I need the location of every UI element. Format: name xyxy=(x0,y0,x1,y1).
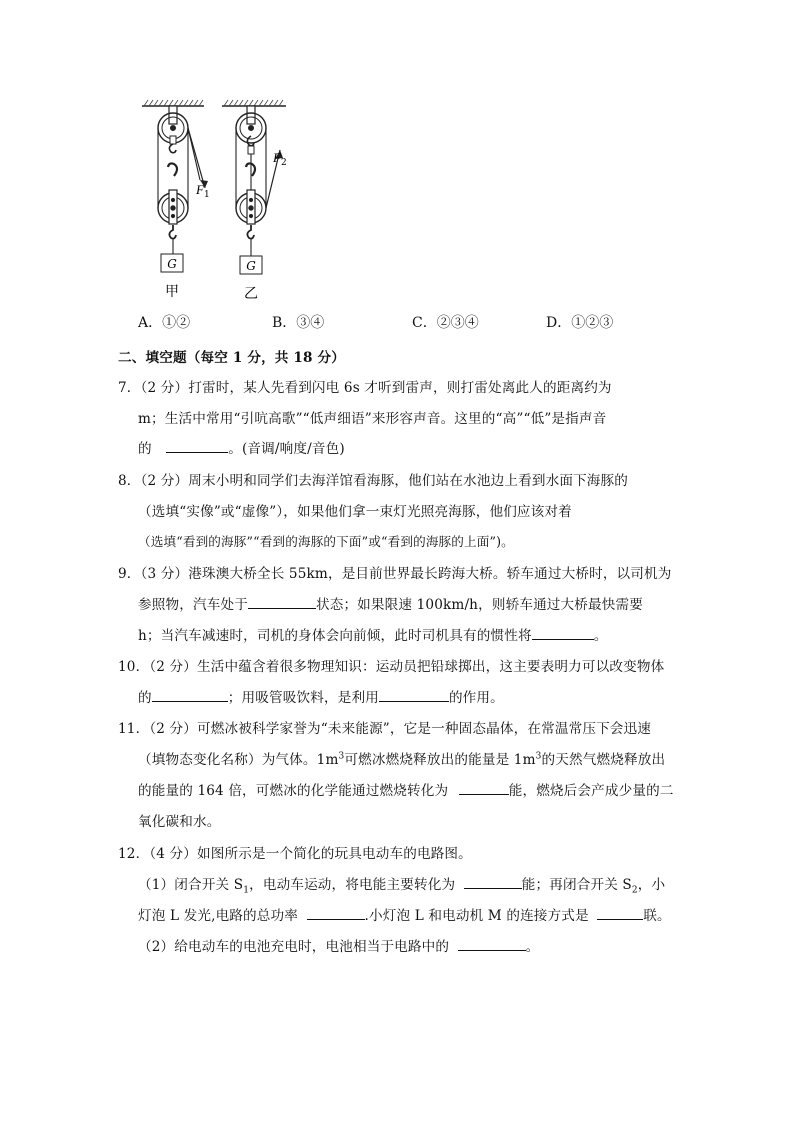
figure-label-yi: 乙 xyxy=(244,286,258,302)
q11-line-2-b: 可燃冰燃烧释放出的能量是 1m xyxy=(344,752,536,768)
q12-line-2-c: 能；再闭合开关 S xyxy=(521,877,632,893)
q7-line-3 xyxy=(138,437,345,457)
q12-line-3 xyxy=(138,904,671,924)
q9-blank-2 xyxy=(532,627,594,640)
q7-line-1: 7．（2 分）打雷时，某人先看到闪电 6s 才听到雷声，则打雷处离此人的距离约为 xyxy=(118,380,612,396)
q9-line-3 xyxy=(138,624,607,644)
q11-line-2-a: （填物态变化名称）为气体。1m xyxy=(138,752,339,768)
q12-blank-4 xyxy=(458,938,526,951)
q11-line-1: 11．（2 分）可燃冰被科学家誉为“未来能源”，它是一种固态晶体，在常温常压下会迅速 xyxy=(118,721,652,737)
q12-blank-3 xyxy=(597,907,643,920)
ceiling-left xyxy=(142,100,204,106)
q12-line-3-c: 联。 xyxy=(643,908,671,924)
q12-line-2 xyxy=(138,873,666,896)
q9-line-3-b: 。 xyxy=(593,628,608,644)
q9-line-1: 9．（3 分）港珠澳大桥全长 55km，是目前世界最长跨海大桥。轿车通过大桥时，以司机为 xyxy=(118,566,672,582)
q8-line-3: （选填“看到的海豚”“看到的海豚的下面”或“看到的海豚的上面”)。 xyxy=(138,534,514,549)
section-title: 二、填空题（每空 1 分，共 18 分） xyxy=(118,350,346,366)
option-a: A．①② xyxy=(138,315,191,331)
q12-line-2-a: （1）闭合开关 S xyxy=(138,877,244,893)
force-label-right: F xyxy=(273,150,281,165)
option-c: C．②③④ xyxy=(412,315,479,331)
q12-line-2-b: ，电动车运动，将电能主要转化为 xyxy=(249,877,456,893)
force-label-left-sub: 1 xyxy=(204,190,210,200)
force-arrow-left xyxy=(188,128,208,188)
q11-line-2 xyxy=(138,748,665,768)
q11-line-4: 氧化碳和水。 xyxy=(138,814,221,830)
q8-line-2: （选填“实像”或“虚像”），如果他们拿一束灯光照亮海豚，他们应该对着 xyxy=(138,504,572,520)
q7-line-3-a: 的 xyxy=(138,441,152,457)
option-b: B．③④ xyxy=(272,315,325,331)
q10-line-2-a: 的 xyxy=(138,690,152,706)
q12-line-4-b: 。 xyxy=(525,939,540,955)
q11-line-3-a: 的能量的 164 倍，可燃冰的化学能通过燃烧转化为 xyxy=(138,783,449,799)
q12-line-4-a: （2）给电动车的电池充电时，电池相当于电路中的 xyxy=(138,939,450,955)
q12-line-3-a: 灯泡 L 发光,电路的总功率 xyxy=(138,908,299,924)
q12-line-2-d: ，小 xyxy=(637,877,666,893)
option-d: D．①②③ xyxy=(546,315,614,331)
q9-line-2-a: 参照物，汽车处于 xyxy=(138,597,248,613)
figure-label-jia: 甲 xyxy=(165,284,179,300)
q9-blank-1 xyxy=(248,596,316,609)
q12-line-4 xyxy=(138,935,539,955)
weight-label-right: G xyxy=(246,259,256,273)
q11-line-3 xyxy=(138,779,674,799)
q11-blank xyxy=(459,782,509,795)
fixed-pulley-right xyxy=(236,106,266,154)
q12-line-1: 12．（4 分）如图所示是一个简化的玩具电动车的电路图。 xyxy=(118,846,472,862)
q12-line-3-b: .小灯泡 L 和电动机 M 的连接方式是 xyxy=(364,908,589,924)
q10-line-1: 10．（2 分）生活中蕴含着很多物理知识：运动员把铅球掷出，这主要表明力可以改变物体 xyxy=(118,659,665,675)
q12-blank-1 xyxy=(464,876,522,889)
weight-label-left: G xyxy=(167,257,177,271)
force-label-left: F xyxy=(196,182,204,197)
pulley-figure xyxy=(138,98,288,303)
q11-line-3-b: 能，燃烧后会产成少量的二 xyxy=(508,783,674,799)
fixed-pulley-left xyxy=(158,106,188,153)
q12-blank-2 xyxy=(307,907,365,920)
q8-line-1: 8．（2 分）周末小明和同学们去海洋馆看海豚，他们站在水池边上看到水面下海豚的 xyxy=(118,473,629,489)
q10-blank-2 xyxy=(379,689,449,702)
q7-line-2: m；生活中常用“引吭高歌”“低声细语”来形容声音。这里的“高”“低”是指声音 xyxy=(138,411,607,427)
q12-sub-1: 1 xyxy=(243,885,250,896)
ceiling-right xyxy=(222,100,286,106)
pulley-diagram xyxy=(138,98,288,303)
q10-line-2-c: 的作用。 xyxy=(448,690,504,706)
q10-line-2-b: ；用吸管吸饮料，是利用 xyxy=(227,690,379,706)
q12-sub-2: 2 xyxy=(631,885,638,896)
q9-line-2 xyxy=(138,593,643,613)
q10-blank-1 xyxy=(152,689,228,702)
force-label-right-sub: 2 xyxy=(281,158,287,168)
q7-line-3-b: 。(音调/响度/音色) xyxy=(228,441,345,457)
q9-line-3-a: h；当汽车减速时，司机的身体会向前倾，此时司机具有的惯性将 xyxy=(138,628,532,644)
q7-blank xyxy=(166,440,228,453)
q11-sup-1: 3 xyxy=(338,751,345,762)
movable-pulley-left xyxy=(158,163,188,272)
q11-line-2-c: 的天然气燃烧释放出 xyxy=(541,752,666,768)
q11-sup-2: 3 xyxy=(535,751,542,762)
q9-line-2-b: 状态；如果限速 100km/h，则轿车通过大桥最快需要 xyxy=(315,597,644,613)
q10-line-2 xyxy=(138,686,504,706)
